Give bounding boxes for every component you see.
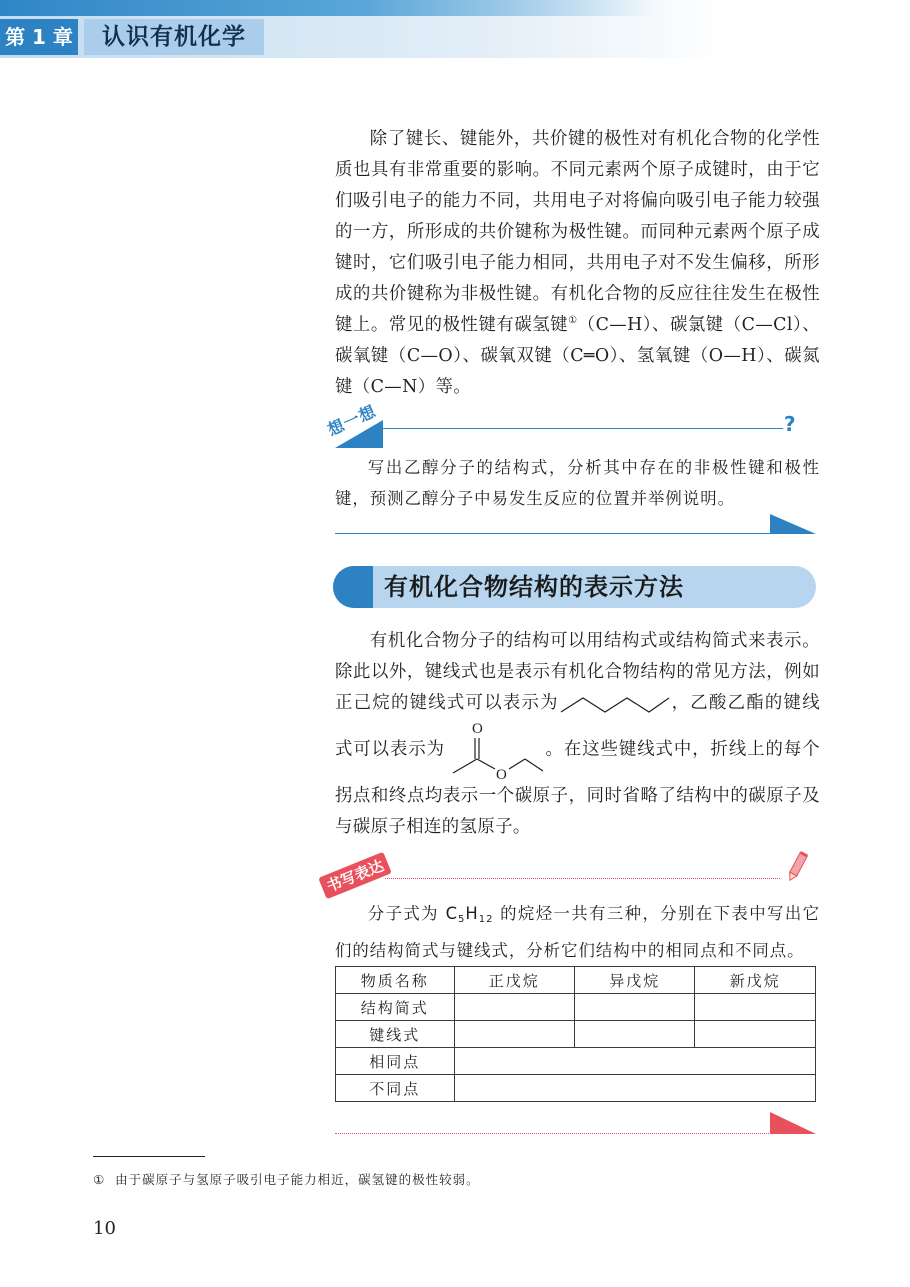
think-bottom-rule (335, 533, 775, 534)
table-header-cell: 异戊烷 (574, 967, 694, 994)
writing-prompt (335, 898, 820, 966)
table-row (336, 1021, 816, 1048)
table-row (336, 1075, 816, 1102)
paragraph-skeletal-text-c: 。在这些键线式中，折线上的每个拐点和终点均表示一个碳原子，同时省略了结构中的碳原子及与碳原子相连的氢原子。 (335, 739, 820, 837)
paragraph-polarity-text-a: 除了键长、键能外，共价键的极性对有机化合物的化学性质也具有非常重要的影响。不同元素两个原子成键时，由于它们吸引电子的能力不同，共用电子对将偏向吸引电子能力较强的一方，所形成的共价键称为极性键。而同种元素两个原子成键时，它们吸引电子能力相同，共用电子对不发生偏移，所形成的共价键称为非极性键。有机化合物的反应往往发生在极性键上。常见的极性键有碳氢键 (335, 129, 820, 335)
table-row-label: 键线式 (336, 1021, 455, 1048)
think-question: 写出乙醇分子的结构式，分析其中存在的非极性键和极性键，预测乙醇分子中易发生反应的位置并举例说明。 (335, 458, 820, 508)
footnote (93, 1170, 480, 1188)
header-strip (0, 0, 660, 16)
table-header-cell: 正戊烷 (454, 967, 574, 994)
hexane-skeletal-formula (559, 692, 671, 716)
writing-prompt-text-c: 的烷烃一共有三种，分别在下表中写出它们的结构简式与键线式，分析它们结构中的相同点和不同点。 (335, 904, 821, 960)
ester-carbonyl-oxygen: O (472, 721, 484, 737)
think-arrow-icon (770, 514, 816, 534)
section-title: 有机化合物结构的表示方法 (384, 573, 684, 601)
section-heading-cap (333, 566, 373, 608)
table-row (336, 1048, 816, 1075)
table-row-label: 结构简式 (336, 994, 455, 1021)
writing-bottom-rule (335, 1133, 775, 1134)
paragraph-polarity-text-b: （C—H）、碳氯键（C—Cl）、碳氧键（C—O）、碳氧双键（C═O）、氢氧键（O—H）、碳氮键（C—N）等。 (335, 315, 820, 397)
writing-arrow-icon (770, 1112, 816, 1134)
writing-top-rule (385, 878, 780, 879)
chapter-label: 第 1 章 (0, 19, 78, 55)
table-header-cell: 新戊烷 (695, 967, 816, 994)
pentane-isomer-table (335, 966, 816, 1102)
paragraph-skeletal-text-a: 有机化合物分子的结构可以用结构式或结构简式来表示。除此以外，键线式也是表示有机化合物结构的常见方法，例如正己烷的键线式可以表示为 (335, 631, 820, 713)
paragraph-polarity (335, 124, 820, 403)
paragraph-skeletal-formula (335, 626, 820, 843)
question-mark-icon: ? (784, 412, 796, 436)
table-answer-cell[interactable] (695, 1021, 816, 1048)
footnote-text: 由于碳原子与氢原子吸引电子能力相近，碳氢键的极性较弱。 (115, 1172, 480, 1187)
page-number: 10 (93, 1218, 116, 1239)
writing-prompt-text-b: H (465, 904, 479, 923)
writing-prompt-text-a: 分子式为 C (367, 904, 459, 923)
table-answer-cell[interactable] (454, 1048, 816, 1075)
footnote-reference[interactable]: ① (568, 315, 578, 327)
writing-tag: 书写表达 (318, 852, 392, 900)
table-row-label: 不同点 (336, 1075, 455, 1102)
formula-subscript-hydrogen: 12 (478, 914, 494, 925)
ethyl-acetate-skeletal-formula (445, 719, 545, 781)
formula-subscript-carbon: 5 (458, 914, 466, 925)
table-row (336, 994, 816, 1021)
pencil-icon (786, 850, 808, 884)
table-answer-cell[interactable] (454, 1021, 574, 1048)
table-answer-cell[interactable] (695, 994, 816, 1021)
footnote-rule (93, 1156, 205, 1157)
table-header-cell: 物质名称 (336, 967, 455, 994)
chapter-title: 认识有机化学 (84, 19, 264, 55)
paragraph-skeletal-text-b: ，乙酸乙酯的键线式可以表示为 (335, 693, 820, 760)
table-answer-cell[interactable] (454, 994, 574, 1021)
ester-bridge-oxygen: O (496, 767, 508, 781)
table-row-label: 相同点 (336, 1048, 455, 1075)
think-tag: 想一想 (324, 401, 380, 440)
footnote-marker: ① (93, 1172, 106, 1187)
table-header-row (336, 967, 816, 994)
table-answer-cell[interactable] (574, 994, 694, 1021)
table-answer-cell[interactable] (454, 1075, 816, 1102)
think-top-rule (383, 428, 783, 429)
table-answer-cell[interactable] (574, 1021, 694, 1048)
